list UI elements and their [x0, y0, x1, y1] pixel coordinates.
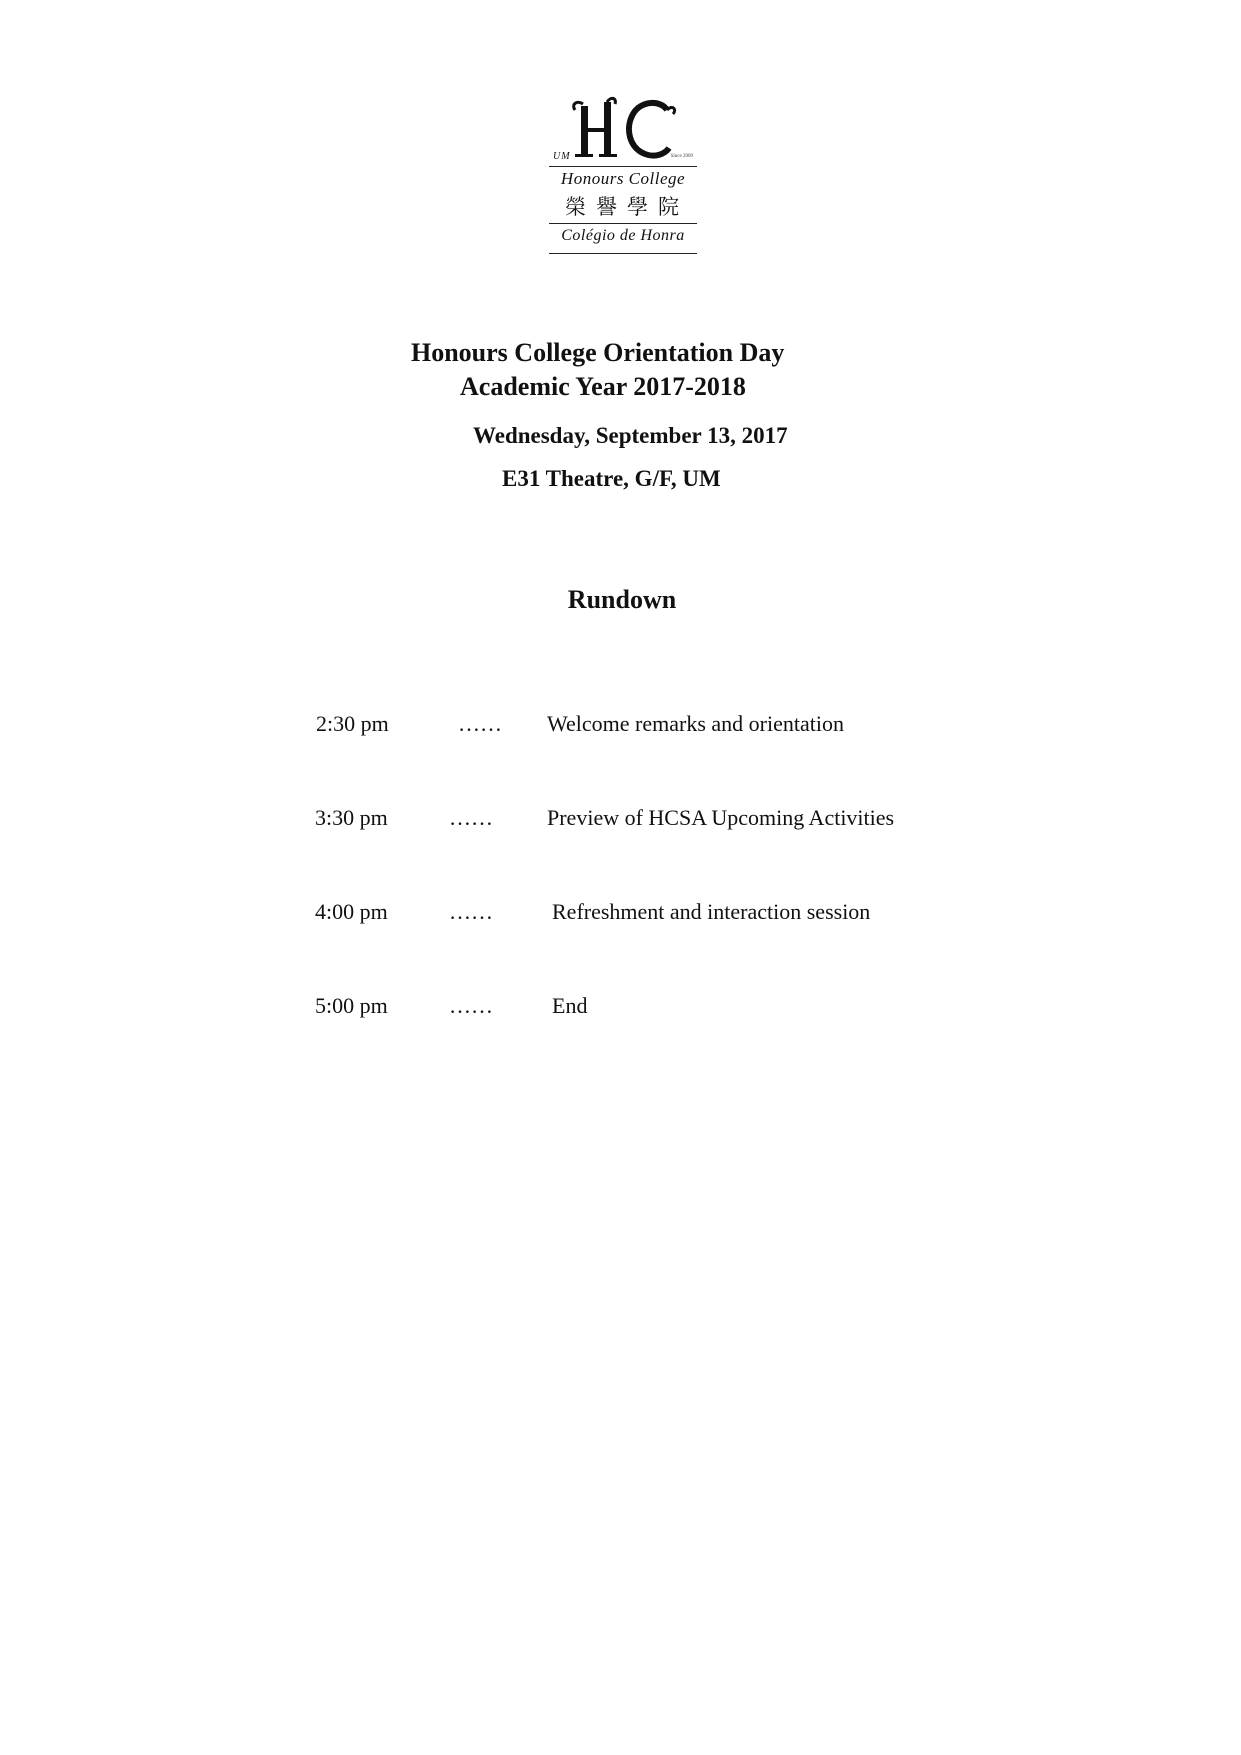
schedule-row — [0, 713, 1241, 743]
section-title: Rundown — [567, 585, 677, 614]
logo-divider — [549, 223, 697, 224]
schedule-row — [0, 995, 1241, 1025]
schedule-time: 2:30 pm — [316, 711, 389, 736]
schedule-activity: Refreshment and interaction session — [552, 899, 871, 924]
logo-divider — [549, 253, 697, 254]
logo-divider — [549, 166, 697, 167]
logo-university-mark: UM — [553, 151, 571, 162]
schedule-activity: Welcome remarks and orientation — [547, 711, 844, 736]
event-date: Wednesday, September 13, 2017 — [473, 423, 788, 448]
schedule-row — [0, 807, 1241, 837]
schedule-time: 5:00 pm — [315, 993, 388, 1018]
schedule-time: 3:30 pm — [315, 805, 388, 830]
schedule-separator: …… — [449, 899, 493, 924]
college-logo — [549, 96, 697, 256]
schedule-separator: …… — [449, 805, 493, 830]
logo-name-zh: 榮譽學院 — [565, 195, 689, 219]
schedule-activity: Preview of HCSA Upcoming Activities — [547, 805, 895, 830]
logo-name-en: Honours College — [560, 169, 686, 188]
logo-name-pt: Colégio de Honra — [561, 227, 685, 244]
document-title: Honours College Orientation Day — [411, 338, 785, 367]
logo-since-text: Since 2009 — [670, 154, 693, 159]
schedule-time: 4:00 pm — [315, 899, 388, 924]
event-venue: E31 Theatre, G/F, UM — [502, 466, 721, 491]
academic-year: Academic Year 2017-2018 — [460, 372, 746, 401]
schedule-activity: End — [552, 993, 588, 1018]
schedule-separator: …… — [458, 711, 502, 736]
schedule-row — [0, 901, 1241, 931]
schedule-separator: …… — [449, 993, 493, 1018]
